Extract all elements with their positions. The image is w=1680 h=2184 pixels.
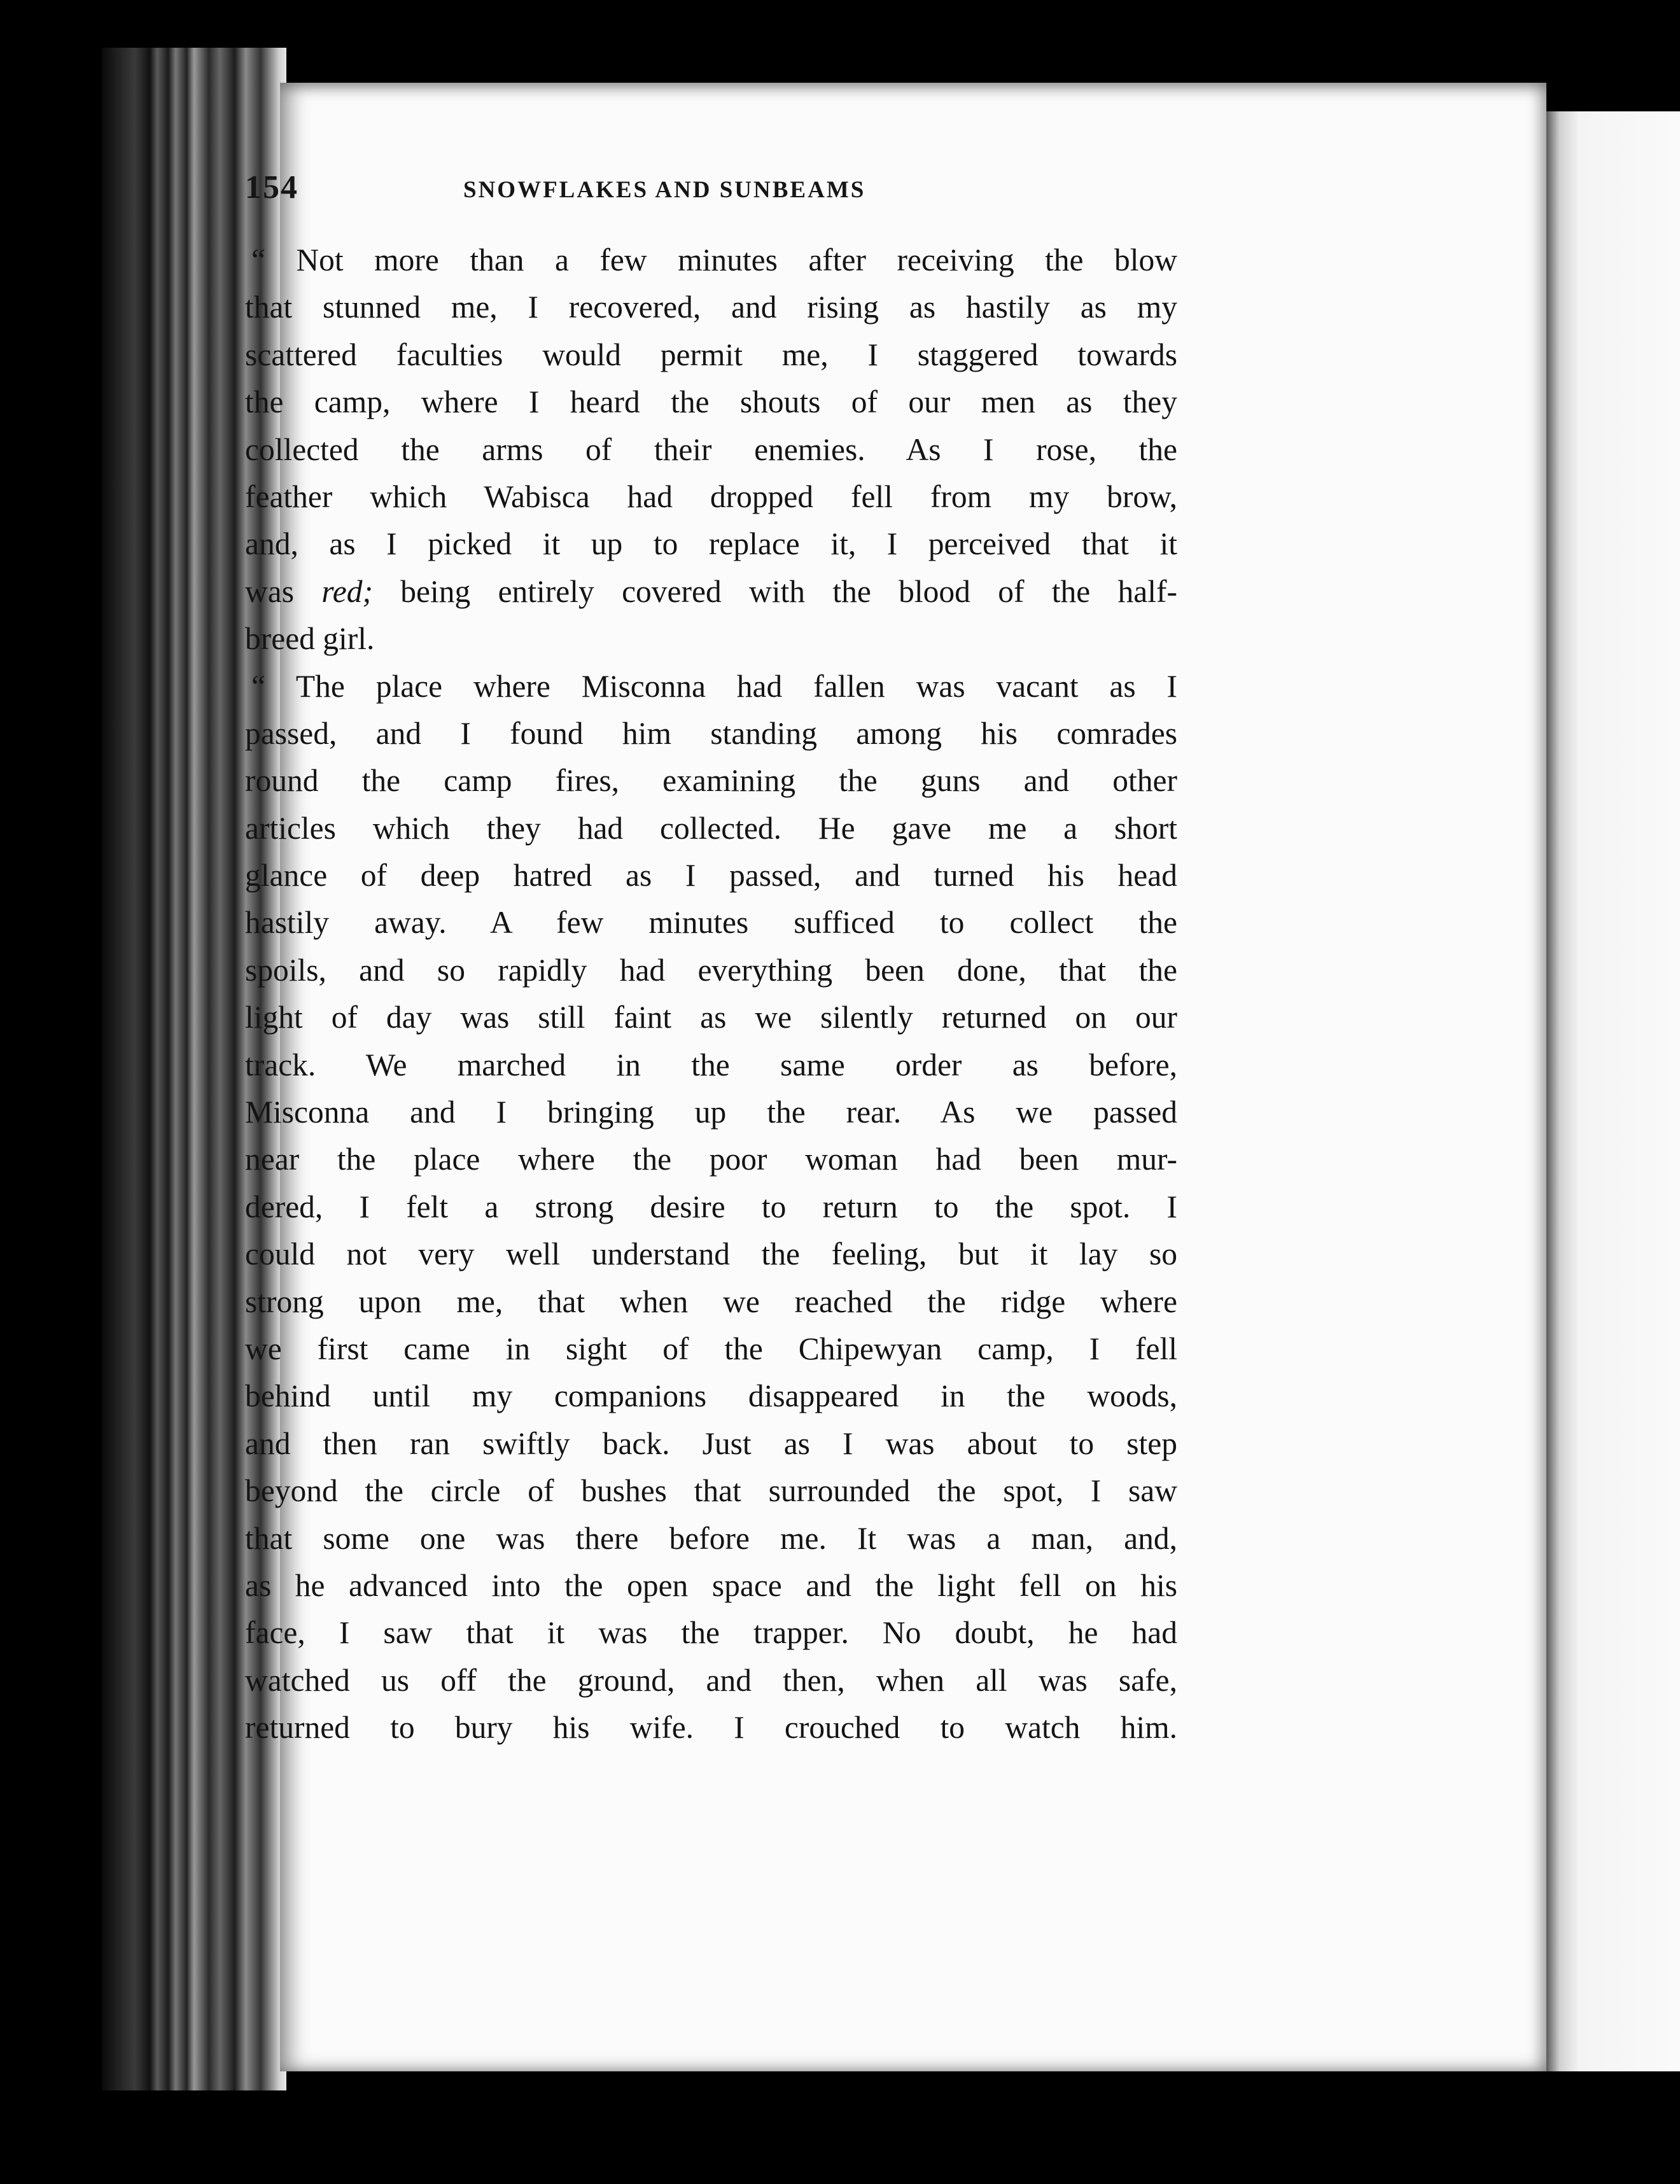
text-line: and, as I picked it up to replace it, I perceived that it (245, 526, 1177, 562)
text-line: light of day was still faint as we silently returned on our (245, 1000, 1177, 1035)
text-line: behind until my companions disappeared in the woods, (245, 1378, 1177, 1414)
running-title: SNOWFLAKES AND SUNBEAMS (463, 177, 866, 203)
text-line: feather which Wabisca had dropped fell from my brow, (245, 479, 1177, 514)
italic-word: red; (321, 573, 373, 609)
text-line: face, I saw that it was the trapper. No doubt, he had (245, 1615, 1177, 1651)
text-line: watched us off the ground, and then, when all was safe, (245, 1662, 1177, 1698)
text-run: being entirely covered with the blood of the half- (372, 573, 1177, 609)
text-line: returned to bury his wife. I crouched to watch him. (245, 1710, 1177, 1746)
text-line: Misconna and I bringing up the rear. As we passed (245, 1095, 1177, 1130)
text-line: passed, and I found him standing among his comrades (245, 715, 1177, 751)
text-run: was (245, 573, 322, 609)
text-line: breed girl. (245, 621, 375, 657)
body-text (245, 237, 1177, 1752)
page-number: 154 (245, 169, 298, 206)
text-line: “ Not more than a few minutes after receiving the blow (251, 242, 1177, 277)
text-line: could not very well understand the feeling, but it lay so (245, 1236, 1177, 1272)
text-line: that stunned me, I recovered, and rising as hastily as my (245, 290, 1177, 325)
text-line: as he advanced into the open space and the light fell on his (245, 1567, 1177, 1603)
text-line: the camp, where I heard the shouts of our men as they (245, 384, 1177, 420)
text-line: track. We marched in the same order as before, (245, 1047, 1177, 1082)
text-line: and then ran swiftly back. Just as I was about to step (245, 1425, 1177, 1461)
text-line: collected the arms of their enemies. As I rose, the (245, 431, 1177, 467)
text-line: round the camp fires, examining the guns and other (245, 763, 1177, 799)
text-line: articles which they had collected. He gave me a short (245, 810, 1177, 846)
paragraph-2 (245, 663, 1177, 1752)
text-line: hastily away. A few minutes sufficed to collect the (245, 905, 1177, 941)
text-line: dered, I felt a strong desire to return to the spot. I (245, 1189, 1177, 1224)
text-line: scattered faculties would permit me, I staggered towards (245, 337, 1177, 372)
text-line: we first came in sight of the Chipewyan camp, I fell (245, 1331, 1177, 1366)
running-head (245, 169, 1177, 226)
paragraph-1 (245, 237, 1177, 663)
text-line: that some one was there before me. It was a man, and, (245, 1520, 1177, 1556)
text-line: spoils, and so rapidly had everything been done, that the (245, 952, 1177, 988)
facing-page-edge (1540, 111, 1680, 2071)
text-line: glance of deep hatred as I passed, and turned his head (245, 858, 1177, 893)
text-line: beyond the circle of bushes that surrounded the spot, I saw (245, 1473, 1177, 1509)
text-line: “ The place where Misconna had fallen was vacant as I (251, 668, 1177, 704)
text-line: strong upon me, that when we reached the ridge where (245, 1284, 1177, 1319)
text-line (245, 568, 1177, 615)
text-line: near the place where the poor woman had been mur- (245, 1142, 1177, 1177)
